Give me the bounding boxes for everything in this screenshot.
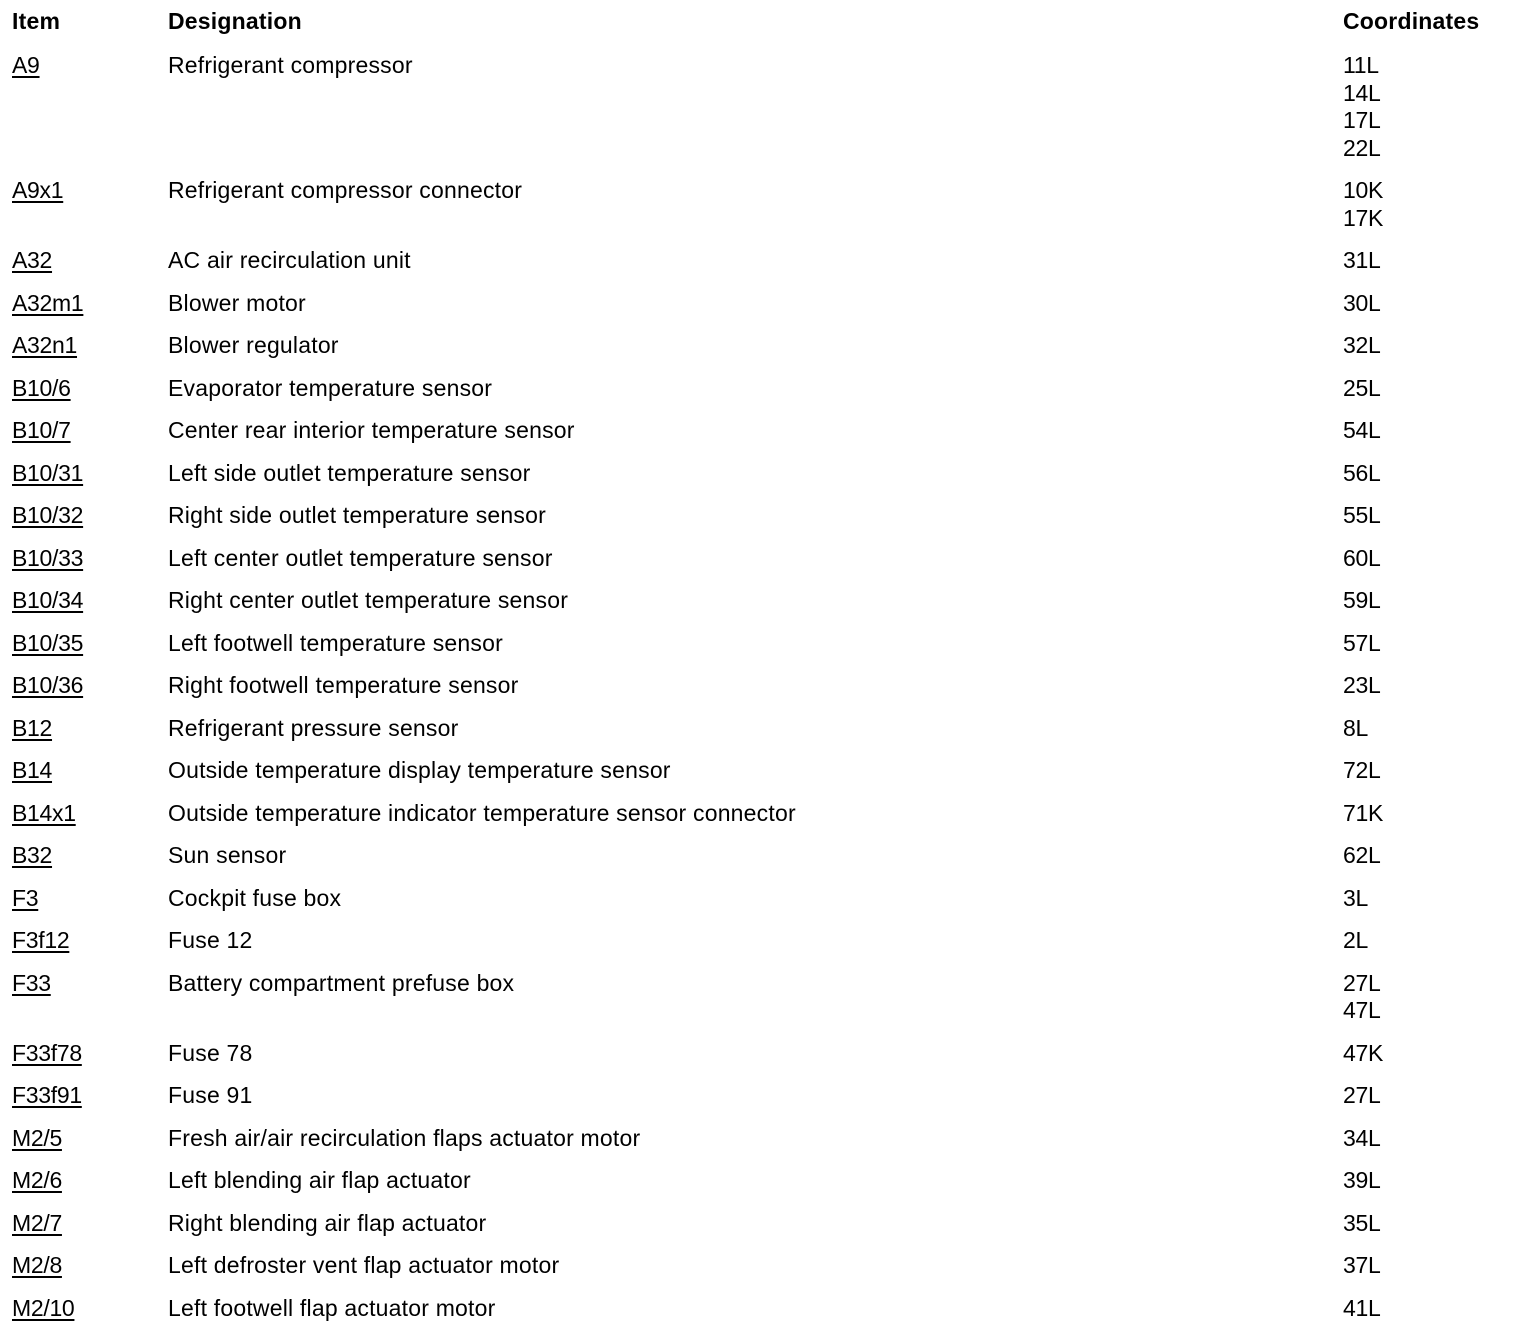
item-link[interactable]: M2/8: [12, 1252, 62, 1278]
item-link[interactable]: B12: [12, 714, 53, 741]
table-row: [0, 545, 1520, 588]
coordinate-value: 60L: [1343, 544, 1381, 571]
coordinate-value: 37L: [1343, 1252, 1381, 1278]
table-row: [0, 927, 1520, 970]
item-link[interactable]: B10/36: [12, 672, 84, 698]
coordinates-cell: [1343, 800, 1513, 828]
designation-cell: Left blending air flap actuator: [168, 1167, 471, 1193]
designation-cell: Refrigerant compressor connector: [168, 177, 523, 203]
item-link[interactable]: B10/34: [12, 587, 84, 613]
item-cell: [12, 1082, 162, 1110]
table-row: [0, 672, 1520, 715]
coordinate-value: 14L: [1343, 79, 1381, 106]
table-row: [0, 1167, 1520, 1210]
coordinate-value: 57L: [1343, 629, 1381, 656]
coordinates-cell: [1343, 290, 1513, 318]
designation-cell: Center rear interior temperature sensor: [168, 417, 575, 443]
coordinate-value: 32L: [1343, 332, 1381, 358]
item-link[interactable]: F33f78: [12, 1039, 82, 1066]
coordinates-cell: [1343, 502, 1513, 530]
item-link[interactable]: B10/6: [12, 374, 71, 401]
item-link[interactable]: A32: [12, 247, 53, 273]
item-cell: [12, 842, 162, 870]
coordinates-cell: [1343, 545, 1513, 573]
table-row: [0, 1295, 1520, 1338]
item-cell: [12, 375, 162, 403]
item-cell: [12, 1295, 162, 1323]
header-designation: Designation: [168, 8, 302, 34]
coordinates-cell: [1343, 757, 1513, 785]
coordinates-cell: [1343, 885, 1513, 913]
table-row: [0, 502, 1520, 545]
coordinates-cell: [1343, 52, 1513, 162]
item-cell: [12, 1040, 162, 1068]
table-row: [0, 1125, 1520, 1168]
coordinates-cell: [1343, 842, 1513, 870]
designation-cell: Outside temperature indicator temperature sensor connector: [168, 799, 796, 826]
designation-cell: Outside temperature display temperature sensor: [168, 757, 671, 783]
item-cell: [12, 52, 162, 80]
coordinate-value: 2L: [1343, 927, 1368, 953]
designation-cell: Left defroster vent flap actuator motor: [168, 1252, 560, 1278]
coordinate-value: 55L: [1343, 502, 1381, 528]
item-cell: [12, 672, 162, 700]
coordinates-cell: [1343, 970, 1513, 1025]
item-cell: [12, 502, 162, 530]
table-body: [0, 52, 1520, 1337]
coordinate-value: 39L: [1343, 1167, 1381, 1193]
coordinate-value: 54L: [1343, 417, 1381, 443]
table-row: [0, 375, 1520, 418]
item-cell: [12, 545, 162, 573]
designation-cell: Right side outlet temperature sensor: [168, 502, 546, 528]
coordinate-value: 47L: [1343, 997, 1381, 1023]
item-cell: [12, 177, 162, 205]
designation-cell: Fuse 78: [168, 1039, 253, 1066]
item-cell: [12, 332, 162, 360]
coordinate-value: 47K: [1343, 1039, 1384, 1066]
coordinate-value: 72L: [1343, 757, 1381, 783]
item-link[interactable]: B10/33: [12, 544, 84, 571]
coordinate-value: 27L: [1343, 969, 1381, 996]
table-row: [0, 842, 1520, 885]
designation-cell: Left center outlet temperature sensor: [168, 544, 553, 571]
item-link[interactable]: B14x1: [12, 799, 76, 826]
coordinate-value: 23L: [1343, 672, 1381, 698]
designation-cell: Sun sensor: [168, 842, 287, 868]
table-row: [0, 417, 1520, 460]
table-row: [0, 52, 1520, 177]
coordinate-value: 3L: [1343, 884, 1368, 911]
designation-cell: Blower regulator: [168, 332, 339, 358]
table-row: [0, 587, 1520, 630]
coordinates-cell: [1343, 1167, 1513, 1195]
item-link[interactable]: F3f12: [12, 927, 70, 953]
designation-cell: Right blending air flap actuator: [168, 1209, 487, 1236]
item-link[interactable]: A9: [12, 52, 40, 78]
item-link[interactable]: B14: [12, 757, 53, 783]
item-link[interactable]: F33f91: [12, 1082, 82, 1108]
item-link[interactable]: F3: [12, 884, 39, 911]
item-link[interactable]: F33: [12, 969, 51, 996]
header-coordinates: Coordinates: [1343, 8, 1480, 34]
item-link[interactable]: A32n1: [12, 332, 78, 358]
item-cell: [12, 460, 162, 488]
table-row: [0, 177, 1520, 247]
item-cell: [12, 290, 162, 318]
coordinate-value: 62L: [1343, 842, 1381, 868]
table-row: [0, 290, 1520, 333]
coordinate-value: 31L: [1343, 247, 1381, 273]
coordinate-value: 25L: [1343, 374, 1381, 401]
table-row: [0, 1252, 1520, 1295]
coordinates-cell: [1343, 332, 1513, 360]
coordinate-value: 10K: [1343, 177, 1384, 203]
coordinates-cell: [1343, 460, 1513, 488]
coordinates-cell: [1343, 1082, 1513, 1110]
designation-cell: Cockpit fuse box: [168, 884, 342, 911]
coordinates-cell: [1343, 417, 1513, 445]
designation-cell: Fresh air/air recirculation flaps actuator motor: [168, 1124, 641, 1151]
designation-cell: AC air recirculation unit: [168, 247, 411, 273]
coordinates-cell: [1343, 672, 1513, 700]
item-cell: [12, 417, 162, 445]
coordinates-cell: [1343, 177, 1513, 232]
coordinate-value: 56L: [1343, 459, 1381, 486]
item-cell: [12, 885, 162, 913]
table-row: [0, 757, 1520, 800]
item-link[interactable]: M2/7: [12, 1209, 62, 1236]
table-row: [0, 332, 1520, 375]
table-header: [0, 8, 1520, 40]
table-row: [0, 1210, 1520, 1253]
designation-cell: Battery compartment prefuse box: [168, 969, 515, 996]
coordinates-cell: [1343, 247, 1513, 275]
coordinate-value: 30L: [1343, 289, 1381, 316]
header-item: Item: [12, 8, 61, 34]
designation-cell: Fuse 91: [168, 1082, 253, 1108]
coordinates-cell: [1343, 630, 1513, 658]
item-link[interactable]: B10/32: [12, 502, 84, 528]
item-cell: [12, 630, 162, 658]
table-row: [0, 715, 1520, 758]
table-row: [0, 1082, 1520, 1125]
item-link[interactable]: B10/7: [12, 417, 71, 443]
designation-cell: Right center outlet temperature sensor: [168, 587, 569, 613]
coordinates-cell: [1343, 375, 1513, 403]
coordinate-value: 8L: [1343, 714, 1368, 741]
coordinate-value: 17K: [1343, 204, 1384, 231]
coordinate-value: 59L: [1343, 587, 1381, 613]
item-link[interactable]: B32: [12, 842, 53, 868]
designation-cell: Left footwell flap actuator motor: [168, 1294, 496, 1321]
item-cell: [12, 715, 162, 743]
coordinates-cell: [1343, 927, 1513, 955]
item-cell: [12, 800, 162, 828]
table-row: [0, 630, 1520, 673]
designation-cell: Right footwell temperature sensor: [168, 672, 519, 698]
item-link[interactable]: A9x1: [12, 177, 64, 203]
item-link[interactable]: M2/5: [12, 1124, 62, 1151]
designation-cell: Fuse 12: [168, 927, 253, 953]
table-row: [0, 970, 1520, 1040]
item-cell: [12, 247, 162, 275]
coordinates-cell: [1343, 1252, 1513, 1280]
designation-cell: Refrigerant compressor: [168, 52, 413, 78]
item-cell: [12, 970, 162, 998]
designation-cell: Evaporator temperature sensor: [168, 374, 493, 401]
designation-cell: Refrigerant pressure sensor: [168, 714, 459, 741]
coordinates-cell: [1343, 1210, 1513, 1238]
coordinate-value: 17L: [1343, 107, 1381, 133]
coordinate-value: 11L: [1343, 52, 1379, 78]
coordinates-cell: [1343, 587, 1513, 615]
coordinate-value: 71K: [1343, 799, 1384, 826]
coordinates-cell: [1343, 1295, 1513, 1323]
table-row: [0, 885, 1520, 928]
item-cell: [12, 587, 162, 615]
table-row: [0, 460, 1520, 503]
item-link[interactable]: M2/10: [12, 1294, 75, 1321]
table-row: [0, 800, 1520, 843]
coordinate-value: 35L: [1343, 1209, 1381, 1236]
item-link[interactable]: M2/6: [12, 1167, 62, 1193]
table-row: [0, 247, 1520, 290]
item-cell: [12, 1125, 162, 1153]
item-cell: [12, 1167, 162, 1195]
designation-cell: Left footwell temperature sensor: [168, 629, 503, 656]
item-cell: [12, 1252, 162, 1280]
item-link[interactable]: B10/35: [12, 629, 84, 656]
table-row: [0, 1040, 1520, 1083]
coordinate-value: 34L: [1343, 1124, 1381, 1151]
designation-cell: Blower motor: [168, 289, 306, 316]
item-cell: [12, 1210, 162, 1238]
item-link[interactable]: B10/31: [12, 459, 84, 486]
coordinate-value: 27L: [1343, 1082, 1381, 1108]
coordinates-cell: [1343, 715, 1513, 743]
coordinate-value: 41L: [1343, 1294, 1381, 1321]
item-cell: [12, 757, 162, 785]
item-link[interactable]: A32m1: [12, 289, 84, 316]
item-cell: [12, 927, 162, 955]
designation-cell: Left side outlet temperature sensor: [168, 459, 531, 486]
coordinate-value: 22L: [1343, 134, 1381, 161]
coordinates-cell: [1343, 1125, 1513, 1153]
coordinates-cell: [1343, 1040, 1513, 1068]
